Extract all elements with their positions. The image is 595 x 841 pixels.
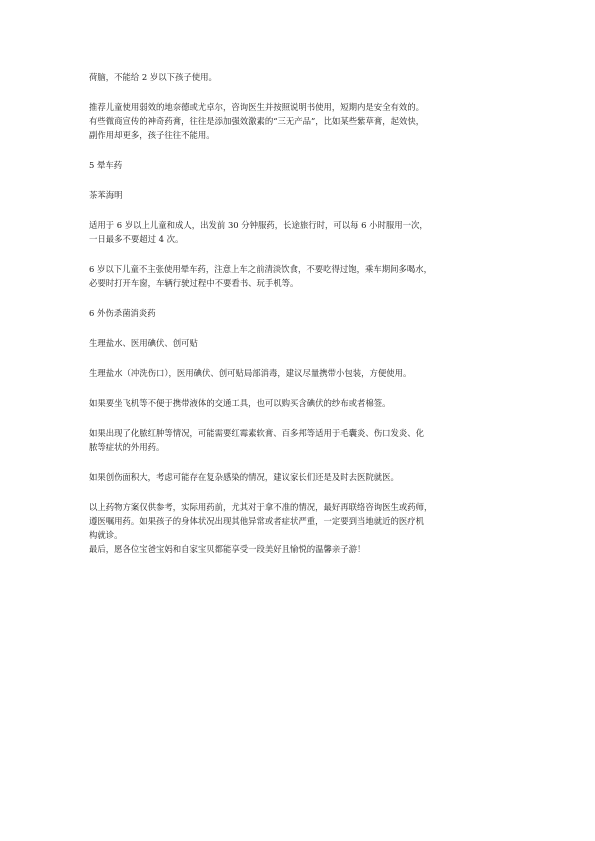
item-list-wound-supplies bbox=[89, 336, 519, 350]
paragraph-dosage bbox=[89, 218, 519, 246]
text-line: 生理盐水（冲洗伤口），医用碘伏、创可贴局部消毒，建议尽量携带小包装，方便使用。 bbox=[89, 368, 412, 378]
text-line: 如果出现了化脓红肿等情况，可能需要红霉素软膏、百多邦等适用于毛囊炎、伤口发炎、化 bbox=[89, 428, 424, 438]
text-line: 6 外伤杀菌消炎药 bbox=[89, 308, 156, 318]
text-line: 遵医嘱用药。如果孩子的身体状况出现其他异常或者症状严重，一定要到当地就近的医疗机 bbox=[89, 516, 424, 526]
text-line: 以上药物方案仅供参考，实际用药前，尤其对于拿不准的情况，最好再联络咨询医生或药师， bbox=[89, 502, 433, 512]
document-body bbox=[89, 70, 519, 556]
text-line: 生理盐水、医用碘伏、创可贴 bbox=[89, 338, 198, 348]
paragraph-conclusion bbox=[89, 500, 519, 556]
paragraph-large-wound bbox=[89, 470, 519, 484]
text-line: 如果创伤面积大，考虑可能存在复杂感染的情况，建议家长们还是及时去医院就医。 bbox=[89, 472, 399, 482]
section-heading-wound-care bbox=[89, 306, 519, 320]
paragraph-under-six bbox=[89, 262, 519, 290]
text-line: 6 岁以下儿童不主张使用晕车药，注意上车之前清淡饮食，不要吃得过饱，乘车期间多喝水， bbox=[89, 264, 432, 274]
paragraph-flight-tip bbox=[89, 396, 519, 410]
text-line: 5 晕车药 bbox=[89, 160, 123, 170]
text-line: 茶苯海明 bbox=[89, 190, 123, 200]
paragraph-ointment-advice bbox=[89, 100, 519, 142]
paragraph-age-warning bbox=[89, 70, 519, 84]
text-line: 必要时打开车窗，车辆行驶过程中不要看书、玩手机等。 bbox=[89, 278, 299, 288]
text-line: 适用于 6 岁以上儿童和成人，出发前 30 分钟服药，长途旅行时，可以每 6 小时服用一次， bbox=[89, 220, 428, 230]
text-line: 荷脑，不能给 2 岁以下孩子使用。 bbox=[89, 72, 217, 82]
text-line: 构就诊。 bbox=[89, 530, 123, 540]
text-line: 如果要坐飞机等不便于携带液体的交通工具，也可以购买含碘伏的纱布或者棉签。 bbox=[89, 398, 391, 408]
paragraph-infection-treatment bbox=[89, 426, 519, 454]
text-line: 副作用却更多，孩子往往不能用。 bbox=[89, 130, 215, 140]
paragraph-saline-usage bbox=[89, 366, 519, 380]
text-line: 脓等症状的外用药。 bbox=[89, 442, 165, 452]
text-line: 推荐儿童使用弱效的地奈德或尤卓尔，咨询医生并按照说明书使用，短期内是安全有效的。 bbox=[89, 102, 424, 112]
drug-name-dimenhydrinate bbox=[89, 188, 519, 202]
text-line: 最后，愿各位宝爸宝妈和自家宝贝都能享受一段美好且愉悦的温馨亲子游！ bbox=[89, 544, 366, 554]
text-line: 一日最多不要超过 4 次。 bbox=[89, 234, 184, 244]
section-heading-motion-sickness bbox=[89, 158, 519, 172]
text-line: 有些微商宣传的神奇药膏，往往是添加强效激素的“三无产品”，比如某些紫草膏，起效快， bbox=[89, 116, 425, 126]
